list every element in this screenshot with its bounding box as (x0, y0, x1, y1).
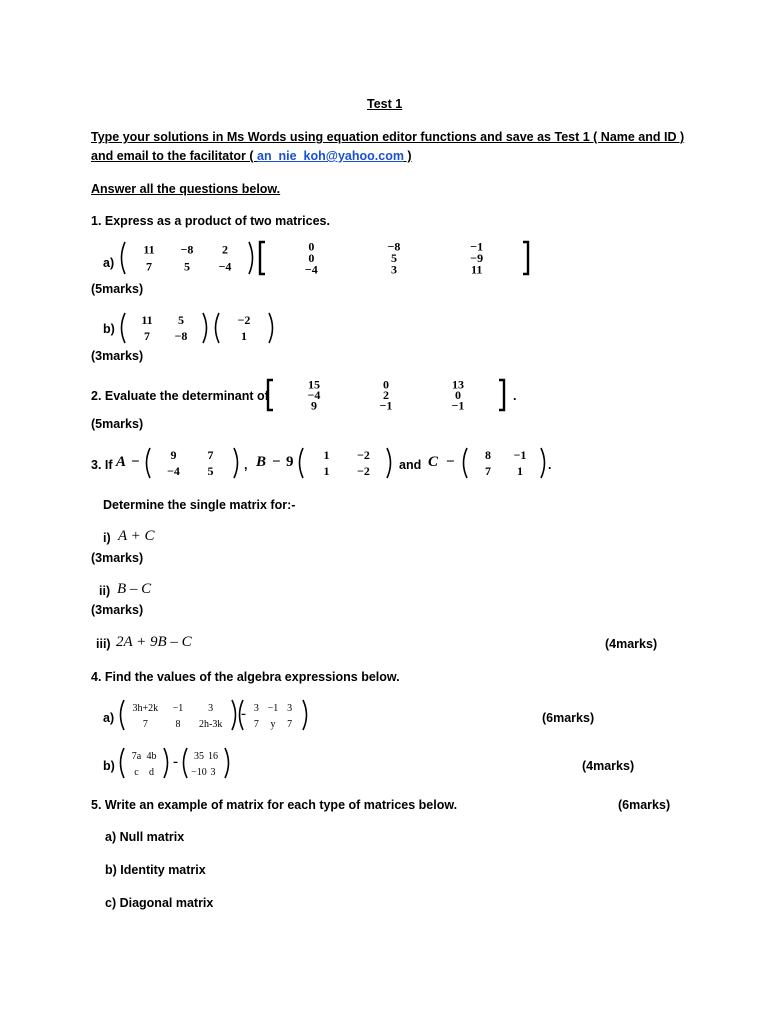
q3-comma: , (244, 458, 248, 472)
page-title: Test 1 (367, 97, 403, 111)
left-paren (122, 242, 126, 274)
right-paren (269, 313, 273, 343)
q3-iii-label: iii) (96, 637, 111, 651)
matrix-cell: −4 (304, 262, 318, 277)
left-paren (464, 448, 468, 478)
q1b-matrix-1 (118, 312, 210, 344)
matrix-cell: 7 (253, 719, 259, 730)
matrix-cell: 16 (208, 751, 218, 762)
matrix-cell: 11 (143, 242, 155, 257)
matrix-cell: 1 (241, 329, 247, 343)
right-paren (234, 448, 238, 478)
q4b-marks: (4marks) (582, 759, 635, 773)
q4a-label: a) (103, 711, 115, 725)
right-paren (249, 242, 253, 274)
matrix-cell: 11 (141, 313, 153, 327)
q4a-equals: - (241, 706, 246, 722)
q1a-matrix-2 (258, 241, 530, 275)
q3-C-label: C (428, 454, 439, 470)
q3-i-label: i) (103, 531, 111, 545)
matrix-svg (143, 447, 241, 479)
q3-C-matrix (460, 447, 548, 479)
q1a-marks: (5marks) (91, 282, 144, 296)
matrix-cell: 3 (391, 262, 397, 277)
instructions-prefix: and email to the facilitator ( (91, 149, 257, 163)
left-paren (121, 700, 125, 730)
matrix-cell: 8 (175, 719, 181, 730)
matrix-cell: −1 (451, 398, 465, 413)
matrix-cell: −8 (387, 239, 401, 254)
q2-matrix (266, 379, 506, 411)
q4a-left-matrix (117, 699, 239, 731)
matrix-cell: 1 (517, 464, 523, 478)
q4b-equals: - (173, 754, 178, 770)
facilitator-email-link[interactable]: an_nie_koh@yahoo.com (257, 149, 404, 163)
right-paren (303, 700, 307, 730)
matrix-cell: −2 (357, 464, 370, 478)
q4b-right-matrix (180, 747, 232, 779)
q5-a-item: a) Null matrix (105, 830, 185, 844)
matrix-cell: 1 (323, 448, 330, 462)
matrix-cell: −8 (180, 242, 194, 257)
matrix-cell: −4 (167, 464, 180, 478)
matrix-svg (117, 699, 239, 731)
matrix-cell: 8 (485, 448, 491, 462)
q3-B-label: B (256, 454, 267, 470)
left-paren (122, 313, 126, 343)
instructions-suffix: ) (403, 149, 412, 163)
matrix-cell: 9 (311, 398, 317, 413)
matrix-cell: 9 (170, 448, 177, 462)
matrix-cell: −8 (174, 329, 188, 343)
instructions-line-1: Type your solutions in Ms Words using equation editor functions and save as Test 1 ( Name and ID ) (91, 130, 685, 144)
matrix-cell: 3 (210, 767, 216, 778)
matrix-cell: 35 (194, 751, 204, 762)
q3-i-expression: A + C (118, 528, 155, 544)
q2-prompt: 2. Evaluate the determinant of (91, 389, 269, 403)
matrix-cell: c (134, 767, 139, 778)
left-paren (121, 748, 125, 778)
right-paren (541, 448, 545, 478)
matrix-cell: −2 (357, 448, 370, 462)
matrix-svg (296, 447, 394, 479)
left-paren (216, 313, 220, 343)
right-paren (203, 313, 207, 343)
matrix-svg (180, 747, 232, 779)
matrix-cell: y (270, 719, 276, 730)
matrix-cell: 7 (485, 464, 491, 478)
matrix-cell: 5 (207, 464, 214, 478)
matrix-cell: 5 (178, 313, 184, 327)
q3-A-matrix (143, 447, 241, 479)
matrix-cell: 7a (131, 751, 142, 762)
matrix-cell: 1 (323, 464, 330, 478)
q4b-label: b) (103, 759, 115, 773)
matrix-cell: −10 (191, 767, 207, 778)
matrix-cell: 3 (253, 703, 259, 714)
left-paren (300, 448, 304, 478)
q3-prefix: 3. If (91, 458, 113, 472)
left-paren (240, 700, 244, 730)
matrix-cell: −1 (470, 239, 484, 254)
q4b-left-matrix (117, 747, 171, 779)
matrix-cell: −9 (470, 251, 484, 265)
q1b-label: b) (103, 322, 115, 336)
matrix-cell: −1 (513, 448, 527, 462)
q5-c-item: c) Diagonal matrix (105, 896, 214, 910)
q1a-label: a) (103, 256, 115, 270)
q3-A-label: A (116, 454, 127, 470)
q3-A-equals: − (131, 454, 140, 470)
q3-iii-marks: (4marks) (605, 637, 658, 651)
matrix-svg (266, 379, 506, 411)
q3-B-equals: − (272, 454, 281, 470)
matrix-cell: 15 (308, 377, 320, 392)
matrix-cell: −1 (172, 703, 184, 714)
q3-end: . (548, 458, 552, 472)
right-paren (232, 700, 236, 730)
q3-B-scalar: 9 (286, 454, 294, 470)
q3-i-marks: (3marks) (91, 551, 144, 565)
matrix-cell: 2h-3k (198, 719, 223, 730)
matrix-cell: 7 (144, 329, 150, 343)
q3-ii-marks: (3marks) (91, 603, 144, 617)
q4-prompt: 4. Find the values of the algebra expressions below. (91, 670, 400, 684)
matrix-cell: −4 (218, 259, 232, 274)
q3-determine: Determine the single matrix for:- (103, 498, 296, 512)
matrix-cell: −1 (267, 703, 279, 714)
right-bracket (499, 380, 504, 410)
q3-ii-expression: B – C (117, 581, 152, 597)
matrix-cell: 0 (455, 388, 461, 402)
matrix-cell: 0 (308, 251, 315, 265)
q3-and: and (399, 458, 422, 472)
matrix-svg (212, 312, 276, 344)
left-paren (147, 448, 151, 478)
q1-prompt: 1. Express as a product of two matrices. (91, 214, 330, 228)
matrix-cell: 5 (391, 251, 397, 265)
matrix-cell: 3 (287, 703, 293, 714)
right-paren (387, 448, 391, 478)
matrix-cell: 3h+2k (132, 703, 159, 714)
right-paren (225, 748, 229, 778)
q3-C-equals: − (446, 454, 455, 470)
matrix-svg (258, 241, 530, 275)
answer-all-heading: Answer all the questions below. (91, 182, 281, 196)
q5-b-item: b) Identity matrix (105, 863, 206, 877)
matrix-cell: 7 (142, 719, 148, 730)
matrix-cell: 3 (208, 703, 214, 714)
right-bracket (523, 242, 528, 274)
matrix-svg (236, 699, 310, 731)
q2-period: . (513, 389, 517, 403)
matrix-cell: 13 (452, 377, 464, 392)
matrix-svg (117, 747, 171, 779)
matrix-cell: 7 (146, 259, 152, 274)
matrix-svg (118, 312, 210, 344)
matrix-cell: 7 (207, 448, 214, 462)
matrix-cell: 7 (287, 719, 293, 730)
q5-marks: (6marks) (618, 798, 671, 812)
q3-iii-expression: 2A + 9B – C (116, 634, 192, 650)
matrix-svg (460, 447, 548, 479)
left-bracket (260, 242, 265, 274)
matrix-cell: 11 (470, 262, 483, 277)
matrix-cell: 2 (383, 388, 389, 402)
matrix-cell: 2 (222, 242, 228, 257)
matrix-cell: 0 (383, 377, 389, 392)
matrix-cell: −1 (379, 398, 393, 413)
matrix-cell: −4 (307, 388, 321, 402)
left-paren (184, 748, 188, 778)
q4a-right-matrix (236, 699, 310, 731)
left-bracket (268, 380, 273, 410)
matrix-cell: 5 (184, 259, 190, 274)
q4a-marks: (6marks) (542, 711, 595, 725)
q3-ii-label: ii) (99, 584, 111, 598)
matrix-cell: d (149, 767, 154, 778)
matrix-svg (118, 241, 256, 275)
q1a-matrix-1 (118, 241, 256, 275)
matrix-cell: 4b (146, 751, 157, 762)
instructions-line-2 (91, 148, 412, 164)
matrix-cell: −2 (237, 313, 251, 327)
q1b-matrix-2 (212, 312, 276, 344)
q3-B-matrix (296, 447, 394, 479)
q5-prompt: 5. Write an example of matrix for each type of matrices below. (91, 798, 458, 812)
matrix-cell: 0 (308, 239, 315, 254)
q1b-marks: (3marks) (91, 349, 144, 363)
q2-marks: (5marks) (91, 417, 144, 431)
right-paren (164, 748, 168, 778)
